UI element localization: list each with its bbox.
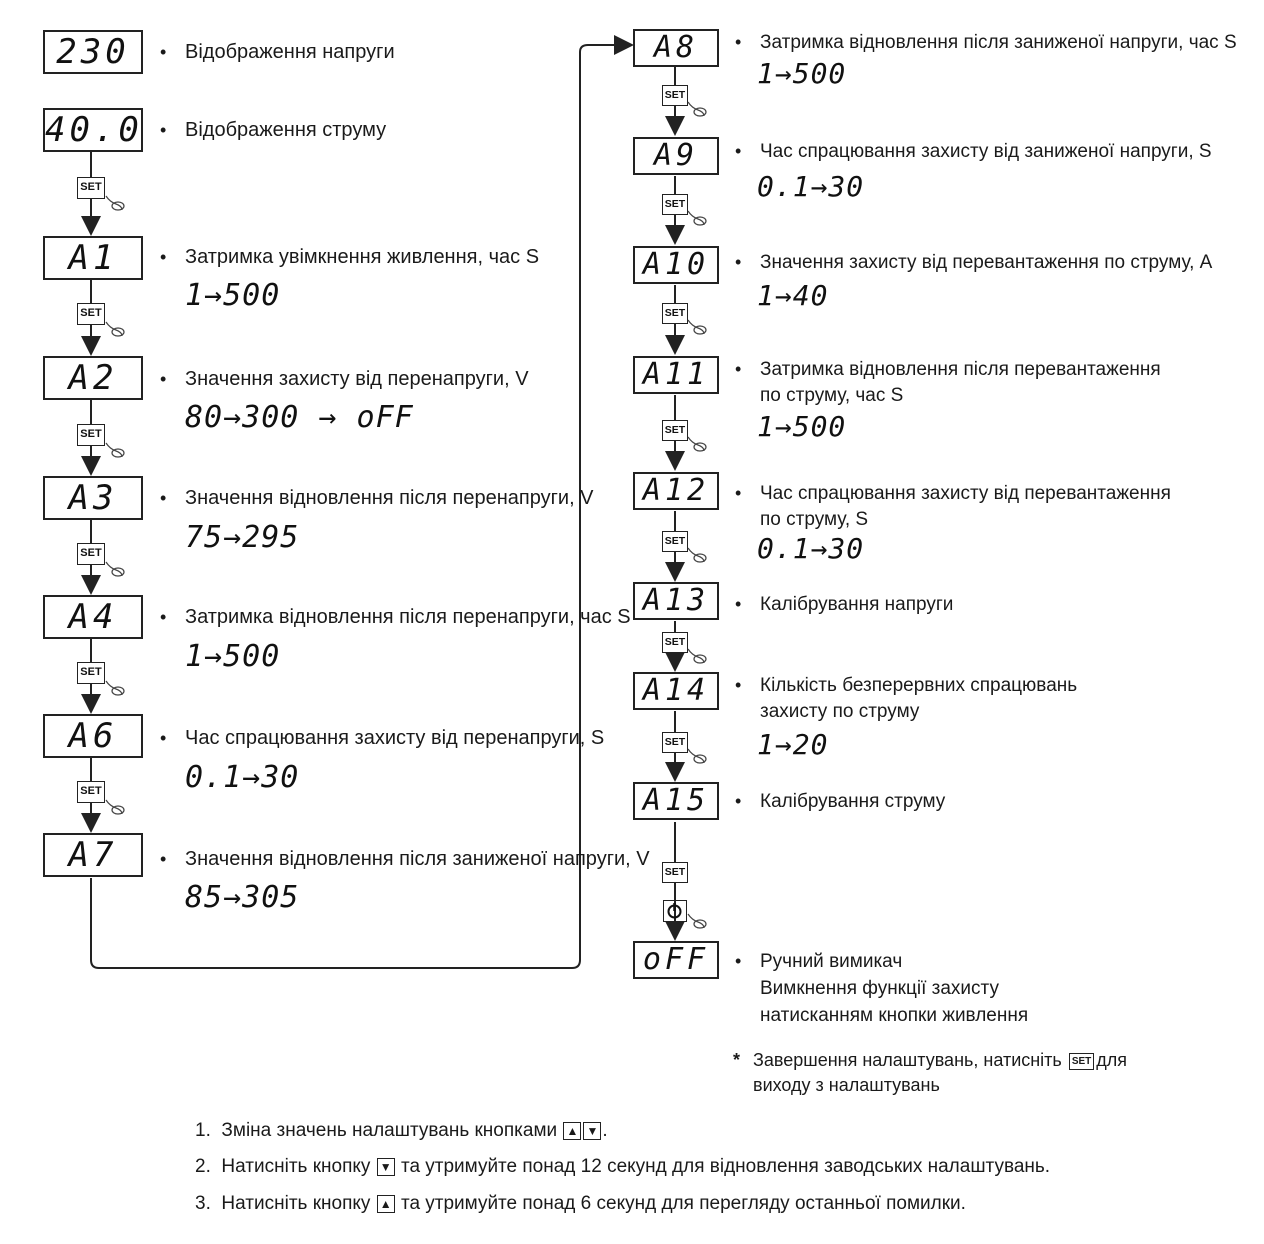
set-button[interactable]: SET bbox=[77, 662, 105, 684]
display-a11: A11 bbox=[633, 356, 719, 394]
up-arrow-icon: ▲ bbox=[563, 1122, 581, 1140]
desc-off: • Ручний вимикач Вимкнення функції захисту натисканням кнопки живлення bbox=[735, 951, 1029, 1026]
desc-a4: • Затримка відновлення після перенапруги, час S bbox=[160, 606, 631, 628]
range-a6: 0.1→30 bbox=[185, 760, 300, 795]
range-a2: 80→300 → oFF bbox=[185, 400, 414, 435]
power-button[interactable] bbox=[663, 900, 687, 922]
range-a7: 85→305 bbox=[185, 880, 300, 915]
finger-press-icon bbox=[104, 679, 126, 697]
finger-press-icon bbox=[686, 912, 708, 930]
range-a14: 1→20 bbox=[757, 728, 829, 761]
finger-press-icon bbox=[104, 560, 126, 578]
desc-voltage: • Відображення напруги bbox=[160, 41, 395, 63]
set-button[interactable]: SET bbox=[662, 862, 688, 883]
set-button[interactable]: SET bbox=[662, 531, 688, 552]
desc-a11: • Затримка відновлення після перевантаження по струму, час S bbox=[735, 359, 1161, 406]
set-button-inline: SET bbox=[1069, 1053, 1094, 1070]
desc-a3: • Значення відновлення після перенапруги, V bbox=[160, 487, 594, 509]
down-arrow-icon: ▼ bbox=[583, 1122, 601, 1140]
display-a1: A1 bbox=[43, 236, 143, 280]
down-arrow-icon: ▼ bbox=[377, 1158, 395, 1176]
display-a12: A12 bbox=[633, 472, 719, 510]
display-a15: A15 bbox=[633, 782, 719, 820]
desc-a14: • Кількість безперервних спрацювань захисту по струму bbox=[735, 675, 1078, 722]
footer-item-1: 1. Зміна значень налаштувань кнопками ▲ ▼ . bbox=[195, 1120, 608, 1141]
finger-press-icon bbox=[686, 546, 708, 564]
finger-press-icon bbox=[104, 320, 126, 338]
finger-press-icon bbox=[104, 441, 126, 459]
set-button[interactable]: SET bbox=[77, 781, 105, 803]
set-button[interactable]: SET bbox=[77, 424, 105, 446]
finger-press-icon bbox=[104, 798, 126, 816]
up-arrow-icon: ▲ bbox=[377, 1195, 395, 1213]
footer-item-3: 3. Натисніть кнопку ▲ та утримуйте понад 6 секунд для перегляду останньої помилки. bbox=[195, 1193, 966, 1214]
desc-a7: • Значення відновлення після заниженої напруги, V bbox=[160, 848, 650, 870]
display-a2: A2 bbox=[43, 356, 143, 400]
display-a10: A10 bbox=[633, 246, 719, 284]
display-a7: A7 bbox=[43, 833, 143, 877]
desc-a9: • Час спрацювання захисту від заниженої напруги, S bbox=[735, 141, 1212, 162]
display-current: 40.0 bbox=[45, 110, 143, 150]
set-button[interactable]: SET bbox=[662, 194, 688, 215]
set-button[interactable]: SET bbox=[662, 85, 688, 106]
set-button[interactable]: SET bbox=[662, 420, 688, 441]
range-a4: 1→500 bbox=[185, 639, 281, 674]
finger-press-icon bbox=[686, 209, 708, 227]
exit-note: * Завершення налаштувань, натисніть SET для виходу з налаштувань bbox=[733, 1050, 1128, 1095]
desc-a15: • Калібрування струму bbox=[735, 791, 946, 812]
display-a4: A4 bbox=[43, 595, 143, 639]
display-a3: A3 bbox=[43, 476, 143, 520]
display-a13: A13 bbox=[633, 582, 719, 620]
display-a14: A14 bbox=[633, 672, 719, 710]
set-button[interactable]: SET bbox=[662, 732, 688, 753]
finger-press-icon bbox=[686, 318, 708, 336]
power-icon bbox=[664, 901, 685, 920]
set-button[interactable]: SET bbox=[77, 303, 105, 325]
finger-press-icon bbox=[686, 100, 708, 118]
range-a11: 1→500 bbox=[757, 410, 847, 443]
desc-current: • Відображення струму bbox=[160, 119, 387, 141]
display-a6: A6 bbox=[43, 714, 143, 758]
desc-a1: • Затримка увімкнення живлення, час S bbox=[160, 246, 540, 268]
finger-press-icon bbox=[686, 747, 708, 765]
desc-a8: • Затримка відновлення після заниженої напруги, час S bbox=[735, 32, 1237, 53]
display-a9: A9 bbox=[633, 137, 719, 175]
display-off: oFF bbox=[633, 941, 719, 979]
desc-a6: • Час спрацювання захисту від перенапруги, S bbox=[160, 727, 605, 749]
display-voltage: 230 bbox=[43, 30, 143, 74]
range-a12: 0.1→30 bbox=[757, 532, 865, 565]
set-button[interactable]: SET bbox=[77, 543, 105, 565]
range-a8: 1→500 bbox=[757, 57, 847, 90]
finger-press-icon bbox=[104, 194, 126, 212]
footer-item-2: 2. Натисніть кнопку ▼ та утримуйте понад 12 секунд для відновлення заводських налаштувань. bbox=[195, 1156, 1051, 1177]
set-button[interactable]: SET bbox=[662, 303, 688, 324]
set-button[interactable]: SET bbox=[77, 177, 105, 199]
desc-a2: • Значення захисту від перенапруги, V bbox=[160, 368, 529, 390]
set-button[interactable]: SET bbox=[662, 632, 688, 653]
finger-press-icon bbox=[686, 435, 708, 453]
range-a10: 1→40 bbox=[757, 279, 829, 312]
range-a9: 0.1→30 bbox=[757, 170, 865, 203]
range-a3: 75→295 bbox=[185, 520, 300, 555]
display-a8: A8 bbox=[633, 29, 719, 67]
desc-a10: • Значення захисту від перевантаження по струму, A bbox=[735, 252, 1213, 273]
finger-press-icon bbox=[686, 647, 708, 665]
desc-a12: • Час спрацювання захисту від перевантаження по струму, S bbox=[735, 483, 1171, 530]
range-a1: 1→500 bbox=[185, 278, 281, 313]
desc-a13: • Калібрування напруги bbox=[735, 594, 954, 615]
